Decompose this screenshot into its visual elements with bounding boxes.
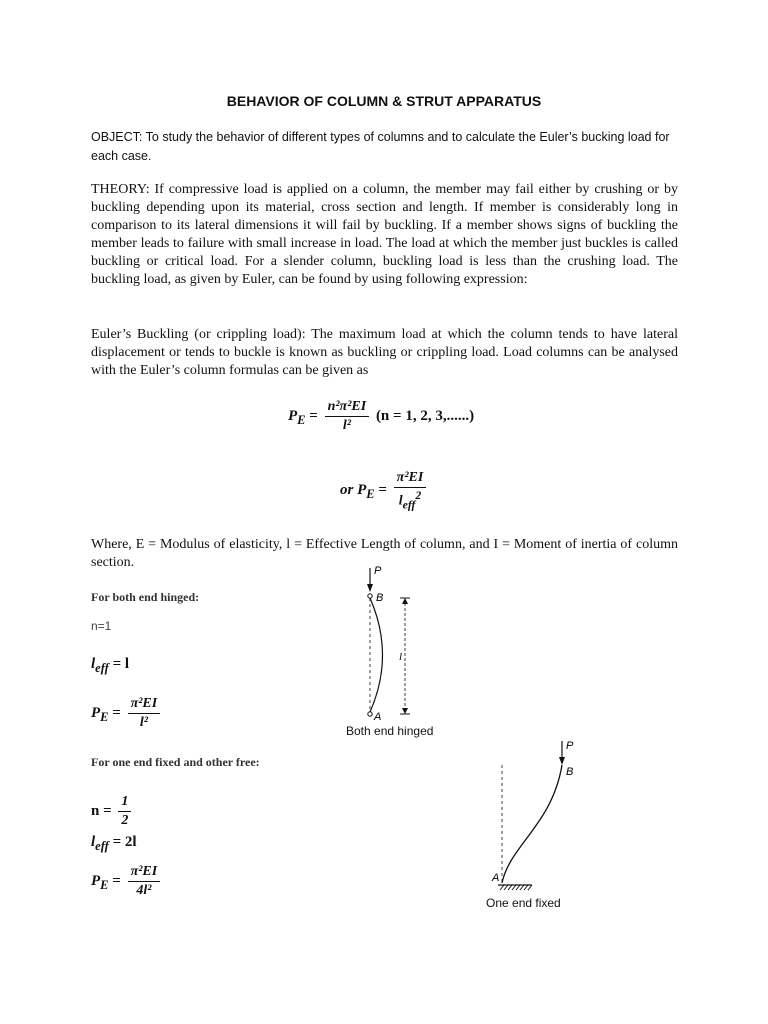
fig1-dim-bottom-arrow xyxy=(402,708,408,714)
eq2-prefix: or xyxy=(340,482,354,499)
one-end-fixed-figure xyxy=(470,735,600,895)
case2-pe-sub: E xyxy=(100,877,109,892)
fig1-top-hinge xyxy=(368,594,372,598)
case1-heading: For both end hinged: xyxy=(91,590,200,604)
case1-pe-denominator: l² xyxy=(139,715,148,730)
theory-paragraph: THEORY: If compressive load is applied on a column, the member may fail either by crushing or by buckling depending upon its material, cross section and length. If member is considerably long in comparison to its lateral dimensions it will fail by buckling. If a member shows signs of buckling the member leads to failure with small increase in load. The load at which the member just buckles is called buckling or critical load. For a slender column, buckling load is less than the crushing load. The buckling load, as given by Euler, can be found by using following expression: xyxy=(91,182,678,287)
case1-leff-rhs: = l xyxy=(112,656,130,672)
euler-formula-effective: or $P_E$ = $\frac{\text{π²EI}}{l_{eff}^2}$ xyxy=(340,470,429,511)
where-paragraph: Where, E = Modulus of elasticity, l = Effective Length of column, and I = Moment of inertia of column section. xyxy=(91,537,678,570)
eq2-lhs: P xyxy=(357,482,367,499)
case1-pe-lhs: P xyxy=(91,704,101,721)
case2-n-lhs: n = xyxy=(91,802,112,819)
case1-n-value: n=1 xyxy=(91,619,112,633)
case2-buckling-load: $P_E$ = $\frac{\text{π²EI}}{\text{4l²}}$ xyxy=(91,864,163,899)
object-paragraph: OBJECT: To study the behavior of different types of columns and to calculate the Euler’s bucking load for each case. xyxy=(91,130,670,163)
case2-leff-rhs: = 2l xyxy=(112,834,137,850)
both-end-hinged-figure xyxy=(340,560,460,730)
case1-leff-lhs: l xyxy=(91,656,96,672)
case2-n-numerator: 1 xyxy=(118,794,131,812)
eq1-numerator: n²π²EI xyxy=(325,399,370,417)
case2-pe-denominator: 4l² xyxy=(136,883,152,898)
case1-buckling-load: $P_E$ = $\frac{\text{π²EI}}{\text{l²}}$ xyxy=(91,696,163,731)
fig2-label-p: P xyxy=(566,740,574,752)
case2-n-value xyxy=(91,794,134,829)
fig1-label-a: A xyxy=(374,711,382,723)
eq1-lhs: P xyxy=(288,407,298,424)
case2-pe-lhs: P xyxy=(91,872,101,889)
case1-pe-numerator: π²EI xyxy=(128,696,161,714)
case2-heading: For one end fixed and other free: xyxy=(91,755,260,769)
euler-paragraph: Euler’s Buckling (or crippling load): The maximum load at which the column tends to have lateral displacement or tends to buckle is known as buckling or crippling load. Load columns can be analysed with the Euler’s column formulas can be given as xyxy=(91,327,678,378)
eq2-den-sup: 2 xyxy=(415,489,422,502)
fig1-load-arrow xyxy=(367,584,373,592)
eq1-condition: (n = 1, 2, 3,......) xyxy=(375,407,475,424)
case1-pe-sub: E xyxy=(100,709,109,724)
eq2-denominator: l xyxy=(398,493,403,509)
eq1-fraction xyxy=(325,399,370,434)
fig2-label-b: B xyxy=(566,766,574,778)
case1-effective-length xyxy=(91,656,129,676)
eq2-den-sub: eff xyxy=(402,498,416,512)
fig1-bottom-hinge xyxy=(368,712,372,716)
euler-formula-general: $P_E$ = $\frac{\text{n²π²EI}}{\text{l²}}$ (n = 1, 2, 3,......) xyxy=(288,399,475,433)
case1-leff-sub: eff xyxy=(95,661,109,675)
eq1-denominator: l² xyxy=(342,418,351,433)
fig1-label-p: P xyxy=(374,565,382,577)
eq2-fraction xyxy=(394,470,427,511)
case2-pe-numerator: π²EI xyxy=(128,864,161,882)
fig2-ground-hatching xyxy=(500,885,532,890)
page-title: BEHAVIOR OF COLUMN & STRUT APPARATUS xyxy=(226,93,542,109)
case2-n-fraction xyxy=(118,794,131,829)
case2-pe-fraction xyxy=(128,864,161,899)
fig2-caption: One end fixed xyxy=(486,896,561,910)
case2-effective-length xyxy=(91,834,137,854)
case2-leff-lhs: l xyxy=(91,834,96,850)
fig1-dim-top-arrow xyxy=(402,598,408,604)
eq2-numerator: π²EI xyxy=(394,470,427,488)
fig1-label-b: B xyxy=(376,592,384,604)
fig1-label-l: l xyxy=(399,651,403,663)
fig2-label-a: A xyxy=(492,872,500,884)
fig1-deflected-column xyxy=(370,598,383,712)
fig2-deflected-column xyxy=(502,765,562,883)
eq1-lhs-sub: E xyxy=(297,412,306,427)
fig1-caption: Both end hinged xyxy=(346,724,434,738)
eq2-lhs-sub: E xyxy=(366,487,375,502)
fig2-load-arrow xyxy=(559,757,565,765)
case2-leff-sub: eff xyxy=(95,839,109,853)
case1-pe-fraction xyxy=(128,696,161,731)
case2-n-denominator: 2 xyxy=(121,813,129,828)
